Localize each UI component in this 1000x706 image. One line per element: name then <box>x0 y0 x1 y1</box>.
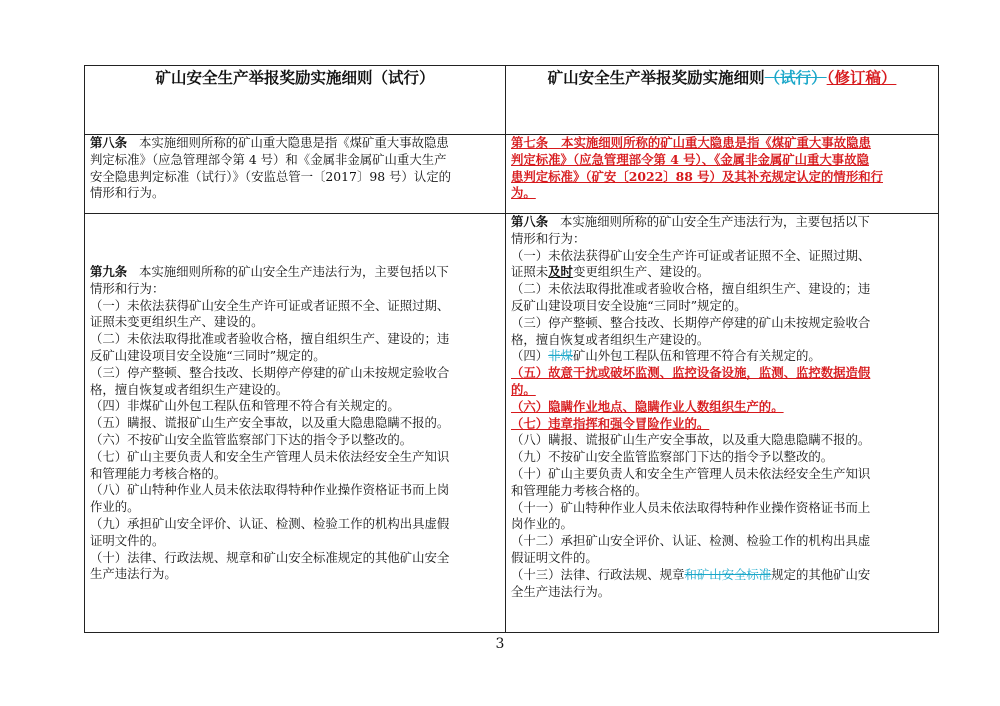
text-line: 为。 <box>511 185 536 201</box>
inserted-text: 及时 <box>548 264 573 280</box>
text-fragment: （十三）法律、行政法规、规章 <box>511 566 685 582</box>
text-line: 格，擅自恢复或者组织生产建设的。 <box>90 381 289 397</box>
text-line: 判定标准》（应急管理部令第 4 号）、《金属非金属矿山重大事故隐 <box>511 151 869 167</box>
text-line: 生产违法行为。 <box>90 566 177 582</box>
article-label: 第八条 <box>511 214 549 229</box>
text-line: （十二）承担矿山安全评价、认证、检测、检验工作的机构出具虚 <box>511 533 871 549</box>
right-title-deleted: （试行） <box>764 68 827 87</box>
text-fragment: （四） <box>511 348 549 364</box>
text-line: 和管理能力考核合格的。 <box>90 465 227 481</box>
article-label: 第七条 <box>511 135 549 150</box>
text-line: 判定标准》（应急管理部令第 4 号）和《金属非金属矿山重大生产 <box>90 151 447 167</box>
comparison-table <box>84 65 939 633</box>
article-row-hazard <box>85 135 939 214</box>
text-line: 情形和行为。 <box>90 185 165 201</box>
text-line: （九）承担矿山安全评价、认证、检测、检验工作的机构出具虚假 <box>90 515 450 531</box>
text-line: 本实施细则所称的矿山重大隐患是指《煤矿重大事故隐患 <box>561 135 871 150</box>
text-line: （八）瞒报、谎报矿山生产安全事故，以及重大隐患隐瞒不报的。 <box>511 432 871 448</box>
text-line: （一）未依法获得矿山安全生产许可证或者证照不全、证照过期、 <box>511 247 871 263</box>
text-fragment: 矿山外包工程队伍和管理不符合有关规定的。 <box>572 348 821 364</box>
text-line: （九）不按矿山安全监管监察部门下达的指令予以整改的。 <box>511 449 834 465</box>
text-line: （五）瞒报、谎报矿山生产安全事故，以及重大隐患隐瞒不报的。 <box>90 415 450 431</box>
left-column-title <box>85 66 506 135</box>
deleted-text: 非煤 <box>548 348 573 364</box>
text-line: （十）法律、行政法规、规章和矿山安全标准规定的其他矿山安全 <box>90 549 450 565</box>
text-line: 安全隐患判定标准（试行）》（安监总管一〔2017〕98 号）认定的 <box>90 168 451 184</box>
added-line: 的。 <box>511 381 536 397</box>
text-line: （三）停产整顿、整合技改、长期停产停建的矿山未按规定验收合 <box>90 364 450 380</box>
text-fragment: 变更组织生产、建设的。 <box>572 264 710 280</box>
right-article-8 <box>506 214 939 633</box>
added-line: （六）隐瞒作业地点、隐瞒作业人数组织生产的。 <box>511 398 784 414</box>
text-line: 假证明文件的。 <box>511 549 598 565</box>
text-line: （十一）矿山特种作业人员未依法取得特种作业操作资格证书而上 <box>511 499 871 515</box>
header-row <box>85 66 939 135</box>
text-line: 证照未变更组织生产、建设的。 <box>90 314 264 330</box>
text-line: 本实施细则所称的矿山安全生产违法行为，主要包括以下 <box>560 214 870 229</box>
right-title-added: （修订稿） <box>826 68 897 87</box>
text-fragment: 规定的其他矿山安 <box>771 566 871 582</box>
article-row-violations <box>85 214 939 633</box>
text-line: （十）矿山主要负责人和安全生产管理人员未依法经安全生产知识 <box>511 465 871 481</box>
text-line: （七）矿山主要负责人和安全生产管理人员未依法经安全生产知识 <box>90 448 450 464</box>
text-line: 格，擅自恢复或者组织生产建设的。 <box>511 331 710 347</box>
text-line: 情形和行为： <box>511 230 586 246</box>
left-article-8 <box>85 135 506 214</box>
text-fragment: 证照未 <box>511 264 549 280</box>
text-line: （八）矿山特种作业人员未依法取得特种作业操作资格证书而上岗 <box>90 482 450 498</box>
added-line: （七）违章指挥和强令冒险作业的。 <box>511 415 710 431</box>
text-line: 本实施细则所称的矿山安全生产违法行为，主要包括以下 <box>139 264 449 279</box>
text-line: 全生产违法行为。 <box>511 583 611 599</box>
text-line: （三）停产整顿、整合技改、长期停产停建的矿山未按规定验收合 <box>511 314 871 330</box>
left-title: 矿山安全生产举报奖励实施细则（试行） <box>155 68 435 87</box>
text-line: （二）未依法取得批准或者验收合格，擅自组织生产、建设的；违 <box>511 281 871 297</box>
text-line: 和管理能力考核合格的。 <box>511 482 648 498</box>
text-line: 作业的。 <box>90 499 140 515</box>
right-article-7 <box>506 135 939 214</box>
right-title-main: 矿山安全生产举报奖励实施细则 <box>547 68 765 87</box>
text-line: （一）未依法获得矿山安全生产许可证或者证照不全、证照过期、 <box>90 297 450 313</box>
text-line: （四）非煤矿山外包工程队伍和管理不符合有关规定的。 <box>90 398 400 414</box>
text-line: （六）不按矿山安全监管监察部门下达的指令予以整改的。 <box>90 431 413 447</box>
article-label: 第九条 <box>90 264 128 279</box>
text-line: 岗作业的。 <box>511 516 573 532</box>
article-label: 第八条 <box>90 135 128 150</box>
text-line: 患判定标准》（矿安〔2022〕88 号）及其补充规定认定的情形和行 <box>511 168 883 184</box>
right-column-title <box>506 66 939 135</box>
page-number: 3 <box>495 636 505 652</box>
text-line: 反矿山建设项目安全设施“三同时”规定的。 <box>90 347 326 363</box>
deleted-text: 和矿山安全标准 <box>684 566 772 582</box>
text-line: 本实施细则所称的矿山重大隐患是指《煤矿重大事故隐患 <box>139 135 449 150</box>
text-line: （二）未依法取得批准或者验收合格，擅自组织生产、建设的；违 <box>90 331 450 347</box>
text-line: 反矿山建设项目安全设施“三同时”规定的。 <box>511 297 747 313</box>
text-line: 证明文件的。 <box>90 532 165 548</box>
left-article-9 <box>85 214 506 633</box>
text-line: 情形和行为： <box>90 280 165 296</box>
spacer <box>90 214 500 264</box>
added-line: （五）故意干扰或破坏监测、监控设备设施，监测、监控数据造假 <box>511 365 871 381</box>
